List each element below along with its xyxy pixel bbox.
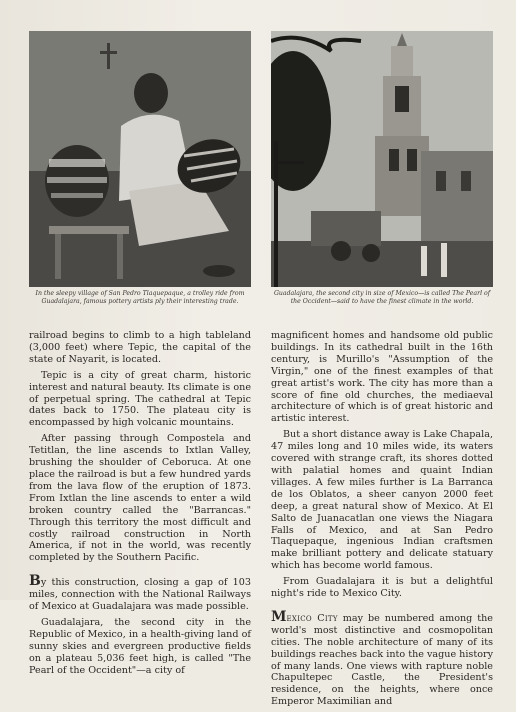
paragraph	[29, 573, 251, 613]
drop-cap: M	[271, 608, 287, 625]
paragraph-text: may be numbered among the world's most distinctive and cosmopolitan cities. The noble architecture of many of its buildings reaches back into the vague history of many lands. One views with rapture noble Chapultepec Castle, the President's residence, on the heights, where once Emperor Maximilian and	[271, 612, 493, 708]
potter-photo	[29, 31, 251, 287]
small-caps-text: exico City	[286, 612, 338, 624]
paragraph: Tepic is a city of great charm, historic interest and natural beauty. Its climate is one of perpetual spring. The cathedral at Tepic dates back to 1750. The plateau city is encompassed by high volcanic mountains.	[29, 369, 251, 429]
cathedral-photo	[271, 31, 493, 287]
paragraph	[271, 608, 493, 708]
paragraph: magnificent homes and handsome old public buildings. In its cathedral built in the 16th century, is Murillo's "Assumption of the Virgin," one of the finest examples of that great artist's work. The city has more than a score of fine old churches, the mediaeval architecture of which is of great historic and artistic interest.	[271, 330, 493, 425]
paragraph-text: y this construction, closing a gap of 103 miles, connection with the National Railways of Mexico at Guadalajara was made possible.	[29, 577, 251, 613]
paragraph: But a short distance away is Lake Chapala, 47 miles long and 10 miles wide, its waters covered with strange craft, its shores dotted with palatial homes and quaint Indian villages. A few miles further is La Barranca de los Oblatos, a sheer canyon 2000 feet deep, a great natural show of Mexico. At El Salto de Juanacatlan one views the Niagara Falls of Mexico, and at San Pedro Tlaquepaque, ingenious Indian craftsmen make brilliant pottery and delicate statuary which has become world famous.	[271, 429, 493, 572]
left-photo-caption: In the sleepy village of San Pedro Tlaquepaque, a trolley ride from Guadalajara, famous pottery artists ply their interesting trade.	[35, 290, 245, 305]
left-text-column	[29, 330, 251, 680]
paragraph: After passing through Compostela and Tetitlan, the line ascends to Ixtlan Valley, brushing the shoulder of Ceboruca. At one place the railroad is but a few hundred yards from the lava flow of the eruption of 1873. From Ixtlan the line ascends to enter a wild broken country called the "Barrancas." Through this territory the most difficult and costly railroad construction in North America, if not in the world, was recently completed by the Southern Pacific.	[29, 433, 251, 564]
right-text-column	[271, 330, 493, 712]
drop-cap: B	[29, 573, 41, 590]
right-photo-caption: Guadalajara, the second city in size of Mexico—is called The Pearl of the Occident—said to have the finest climate in the world.	[273, 290, 491, 305]
paragraph: From Guadalajara it is but a delightful night's ride to Mexico City.	[271, 576, 493, 600]
paragraph: Guadalajara, the second city in the Republic of Mexico, in a health-giving land of sunny skies and evergreen productive fields on a plateau 5,036 feet high, is called "The Pearl of the Occident"—a city of	[29, 616, 251, 676]
paragraph: railroad begins to climb to a high tableland (3,000 feet) where Tepic, the capital of the state of Nayarit, is located.	[29, 330, 251, 365]
